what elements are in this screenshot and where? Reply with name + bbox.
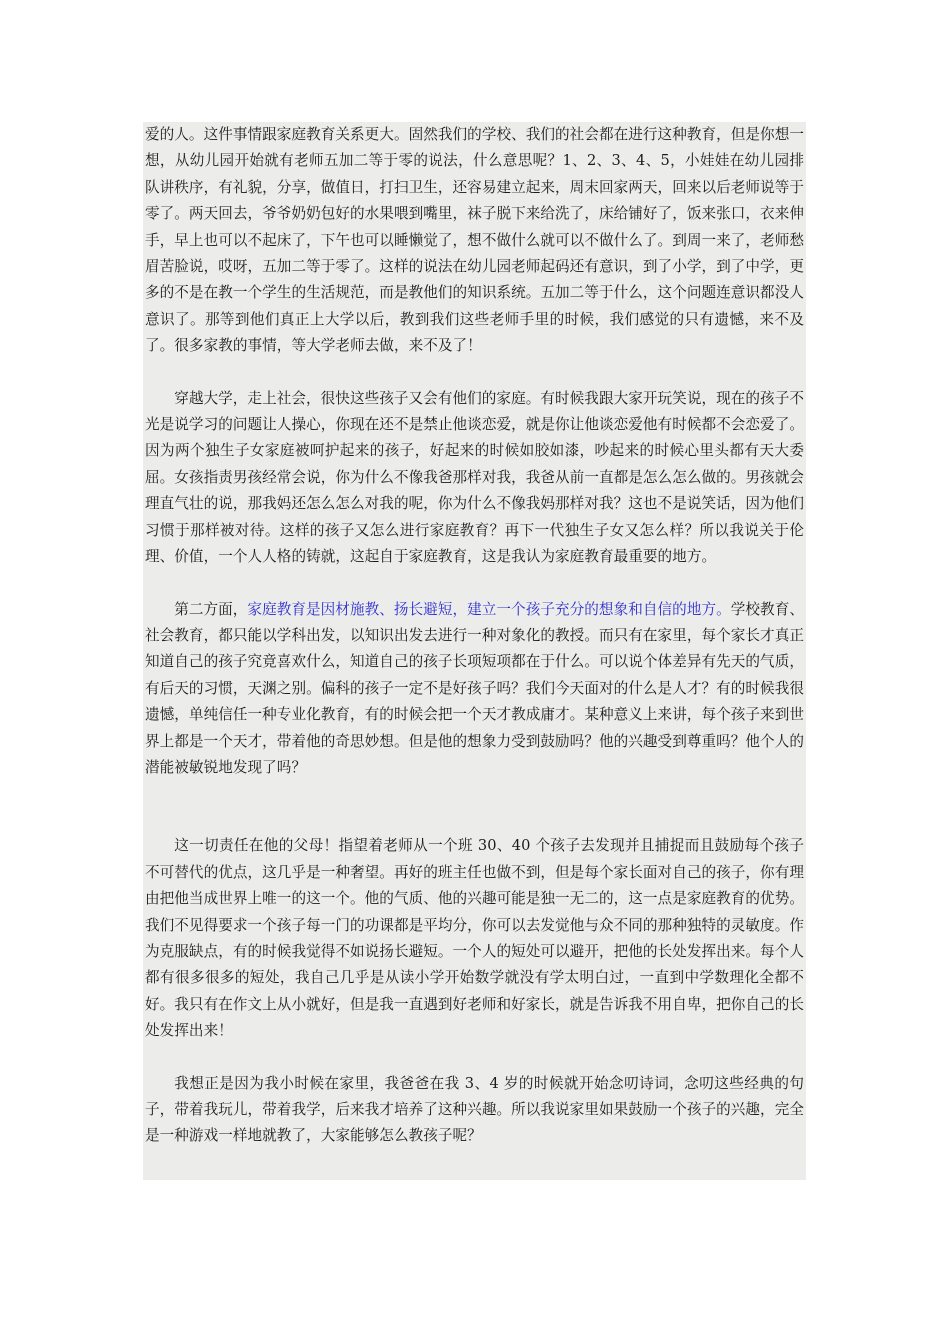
paragraph-spacer [143, 360, 806, 386]
paragraph-2: 穿越大学，走上社会，很快这些孩子又会有他们的家庭。有时候我跟大家开玩笑说，现在的孩子不光是说学习的问题让人操心，你现在还不是禁止他谈恋爱，就是你让他谈恋爱他有时候都不会恋爱了。因为两个独生子女家庭被呵护起来的孩子，好起来的时候如胶如漆，吵起来的时候心里头都有天大委屈。女孩指责男孩经常会说，你为什么不像我爸那样对我，我爸从前一直都是怎么怎么做的。男孩就会理直气壮的说，那我妈还怎么怎么对我的呢，你为什么不像我妈那样对我？这也不是说笑话，因为他们习惯于那样被对待。这样的孩子又怎么进行家庭教育？再下一代独生子女又怎么样？所以我说关于伦理、价值，一个人人格的铸就，这起自于家庭教育，这是我认为家庭教育最重要的地方。 [145, 389, 804, 566]
paragraph-1: 爱的人。这件事情跟家庭教育关系更大。固然我们的学校、我们的社会都在进行这种教育，但是你想一想，从幼儿园开始就有老师五加二等于零的说法，什么意思呢？1、2、3、4、5，小娃娃在幼儿园排队讲秩序，有礼貌，分享，做值日，打扫卫生，还容易建立起来，周末回家两天，回来以后老师说等于零了。两天回去，爷爷奶奶包好的水果喂到嘴里，袜子脱下来给洗了，床给铺好了，饭来张口，衣来伸手，早上也可以不起床了，下午也可以睡懒觉了，想不做什么就可以不做什么了。到周一来了，老师愁眉苦脸说，哎呀，五加二等于零了。这样的说法在幼儿园老师起码还有意识，到了小学，到了中学，更多的不是在教一个学生的生活规范，而是教他们的知识系统。五加二等于什么，这个问题连意识都没人意识了。那等到他们真正上大学以后，教到我们这些老师手里的时候，我们感觉的只有遗憾，来不及了。很多家教的事情，等大学老师去做，来不及了！ [145, 126, 804, 355]
paragraph-5: 我想正是因为我小时候在家里，我爸爸在我 3、4 岁的时候就开始念叨诗词，念叨这些经典的句子，带着我玩儿，带着我学，后来我才培养了这种兴趣。所以我说家里如果鼓励一个孩子的兴趣，完全是一种游戏一样地就教了，大家能够怎么教孩子呢？ [145, 1074, 804, 1145]
paragraph-3-lead: 第二方面， [174, 600, 248, 618]
paragraph-spacer [143, 571, 806, 597]
document-bottom-spacer [143, 1150, 806, 1180]
paragraph-block-2 [143, 386, 806, 571]
paragraph-4: 这一切责任在他的父母！指望着老师从一个班 30、40 个孩子去发现并且捕捉而且鼓励每个孩子不可替代的优点，这几乎是一种奢望。再好的班主任也做不到，但是每个家长面对自己的孩子，你有理由把他当成世界上唯一的这一个。他的气质、他的兴趣可能是独一无二的，这一点是家庭教育的优势。我们不见得要求一个孩子每一门的功课都是平均分，你可以去发觉他与众不同的那种独特的灵敏度。作为克服缺点，有的时候我觉得不如说扬长避短。一个人的短处可以避开，把他的长处发挥出来。每个人都有很多很多的短处，我自己几乎是从读小学开始数学就没有学太明白过，一直到中学数理化全都不好。我只有在作文上从小就好，但是我一直遇到好老师和好家长，就是告诉我不用自卑，把你自己的长处发挥出来！ [145, 837, 804, 1040]
paragraph-spacer [143, 781, 806, 833]
paragraph-3-body: 学校教育、社会教育，都只能以学科出发，以知识出发去进行一种对象化的教授。而只有在家里，每个家长才真正知道自己的孩子究竟喜欢什么，知道自己的孩子长项短项都在于什么。可以说个体差异有先天的气质，有后天的习惯，天渊之别。偏科的孩子一定不是好孩子吗？我们今天面对的什么是人才？有的时候我很遗憾，单纯信任一种专业化教育，有的时候会把一个天才教成庸才。某种意义上来讲，每个孩子来到世界上都是一个天才，带着他的奇思妙想。但是他的想象力受到鼓励吗？他的兴趣受到尊重吗？他个人的潜能被敏锐地发现了吗？ [145, 600, 804, 776]
highlighted-thesis: 家庭教育是因材施教、扬长避短，建立一个孩子充分的想象和自信的地方。 [247, 600, 731, 618]
paragraph-block-3 [143, 597, 806, 782]
paragraph-block-5 [143, 1071, 806, 1150]
document-body [143, 122, 806, 1180]
paragraph-block-1 [143, 122, 806, 360]
paragraph-3 [145, 597, 804, 782]
paragraph-spacer [143, 1045, 806, 1071]
paragraph-block-4 [143, 833, 806, 1044]
